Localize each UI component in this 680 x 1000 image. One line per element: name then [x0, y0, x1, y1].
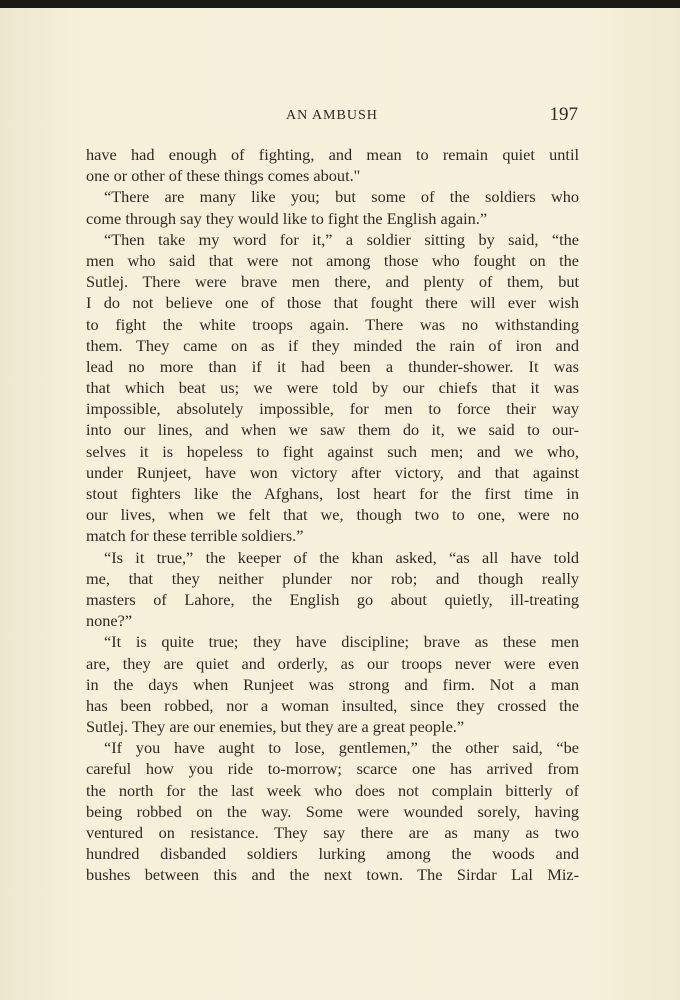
text-line: into our lines, and when we saw them do it, we said to our- — [86, 420, 579, 440]
text-line: come through say they would like to fight the English again.” — [86, 208, 488, 228]
scan-top-edge — [0, 0, 680, 8]
text-line: Sutlej. They are our enemies, but they are a great people.” — [86, 717, 465, 737]
text-line: I do not believe one of those that fought there will ever wish — [86, 293, 579, 313]
text-line: to fight the white troops again. There was no withstanding — [86, 314, 579, 334]
body-text — [86, 144, 579, 886]
text-line: under Runjeet, have won victory after victory, and that against — [86, 462, 579, 482]
text-line: masters of Lahore, the English go about quietly, ill-treating — [86, 589, 579, 609]
text-line: being robbed on the way. Some were wounded sorely, having — [86, 801, 579, 821]
text-line: “There are many like you; but some of the soldiers who — [104, 187, 579, 207]
text-line: impossible, absolutely impossible, for men to force their way — [86, 399, 579, 419]
running-head-title: AN AMBUSH — [286, 108, 378, 123]
text-line: “Is it true,” the keeper of the khan asked, “as all have told — [104, 547, 579, 567]
text-line: “If you have aught to lose, gentlemen,” the other said, “be — [104, 738, 579, 758]
text-line: that which beat us; we were told by our chiefs that it was — [86, 378, 579, 398]
text-line: match for these terrible soldiers.” — [86, 526, 304, 546]
text-line: them. They came on as if they minded the rain of iron and — [86, 335, 579, 355]
text-line: selves it is hopeless to fight against such men; and we who, — [86, 441, 579, 461]
text-line: Sutlej. There were brave men there, and plenty of them, but — [86, 272, 579, 292]
text-line: hundred disbanded soldiers lurking among the woods and — [86, 844, 579, 864]
text-line: has been robbed, nor a woman insulted, since they crossed the — [86, 695, 579, 715]
text-line: our lives, when we felt that we, though two to one, were no — [86, 505, 579, 525]
text-line: careful how you ride to-morrow; scarce one has arrived from — [86, 759, 579, 779]
text-line: are, they are quiet and orderly, as our troops never were even — [86, 653, 579, 673]
text-line: bushes between this and the next town. The Sirdar Lal Miz- — [86, 865, 579, 885]
text-line: the north for the last week who does not complain bitterly of — [86, 780, 579, 800]
running-head — [86, 104, 578, 132]
text-line: have had enough of fighting, and mean to remain quiet until — [86, 145, 579, 164]
text-line: one or other of these things comes about." — [86, 166, 361, 186]
page-number: 197 — [549, 104, 578, 125]
text-line: in the days when Runjeet was strong and firm. Not a man — [86, 674, 579, 694]
text-line: men who said that were not among those who fought on the — [86, 250, 579, 270]
text-line: stout fighters like the Afghans, lost heart for the first time in — [86, 484, 579, 503]
text-line: lead no more than if it had been a thunder-shower. It was — [86, 356, 579, 376]
text-line: ventured on resistance. They say there are as many as two — [86, 823, 579, 842]
text-line: me, that they neither plunder nor rob; and though really — [86, 568, 579, 588]
text-line: “Then take my word for it,” a soldier sitting by said, “the — [104, 229, 579, 249]
text-line: none?” — [86, 611, 133, 631]
text-line: “It is quite true; they have discipline; brave as these men — [104, 632, 579, 652]
